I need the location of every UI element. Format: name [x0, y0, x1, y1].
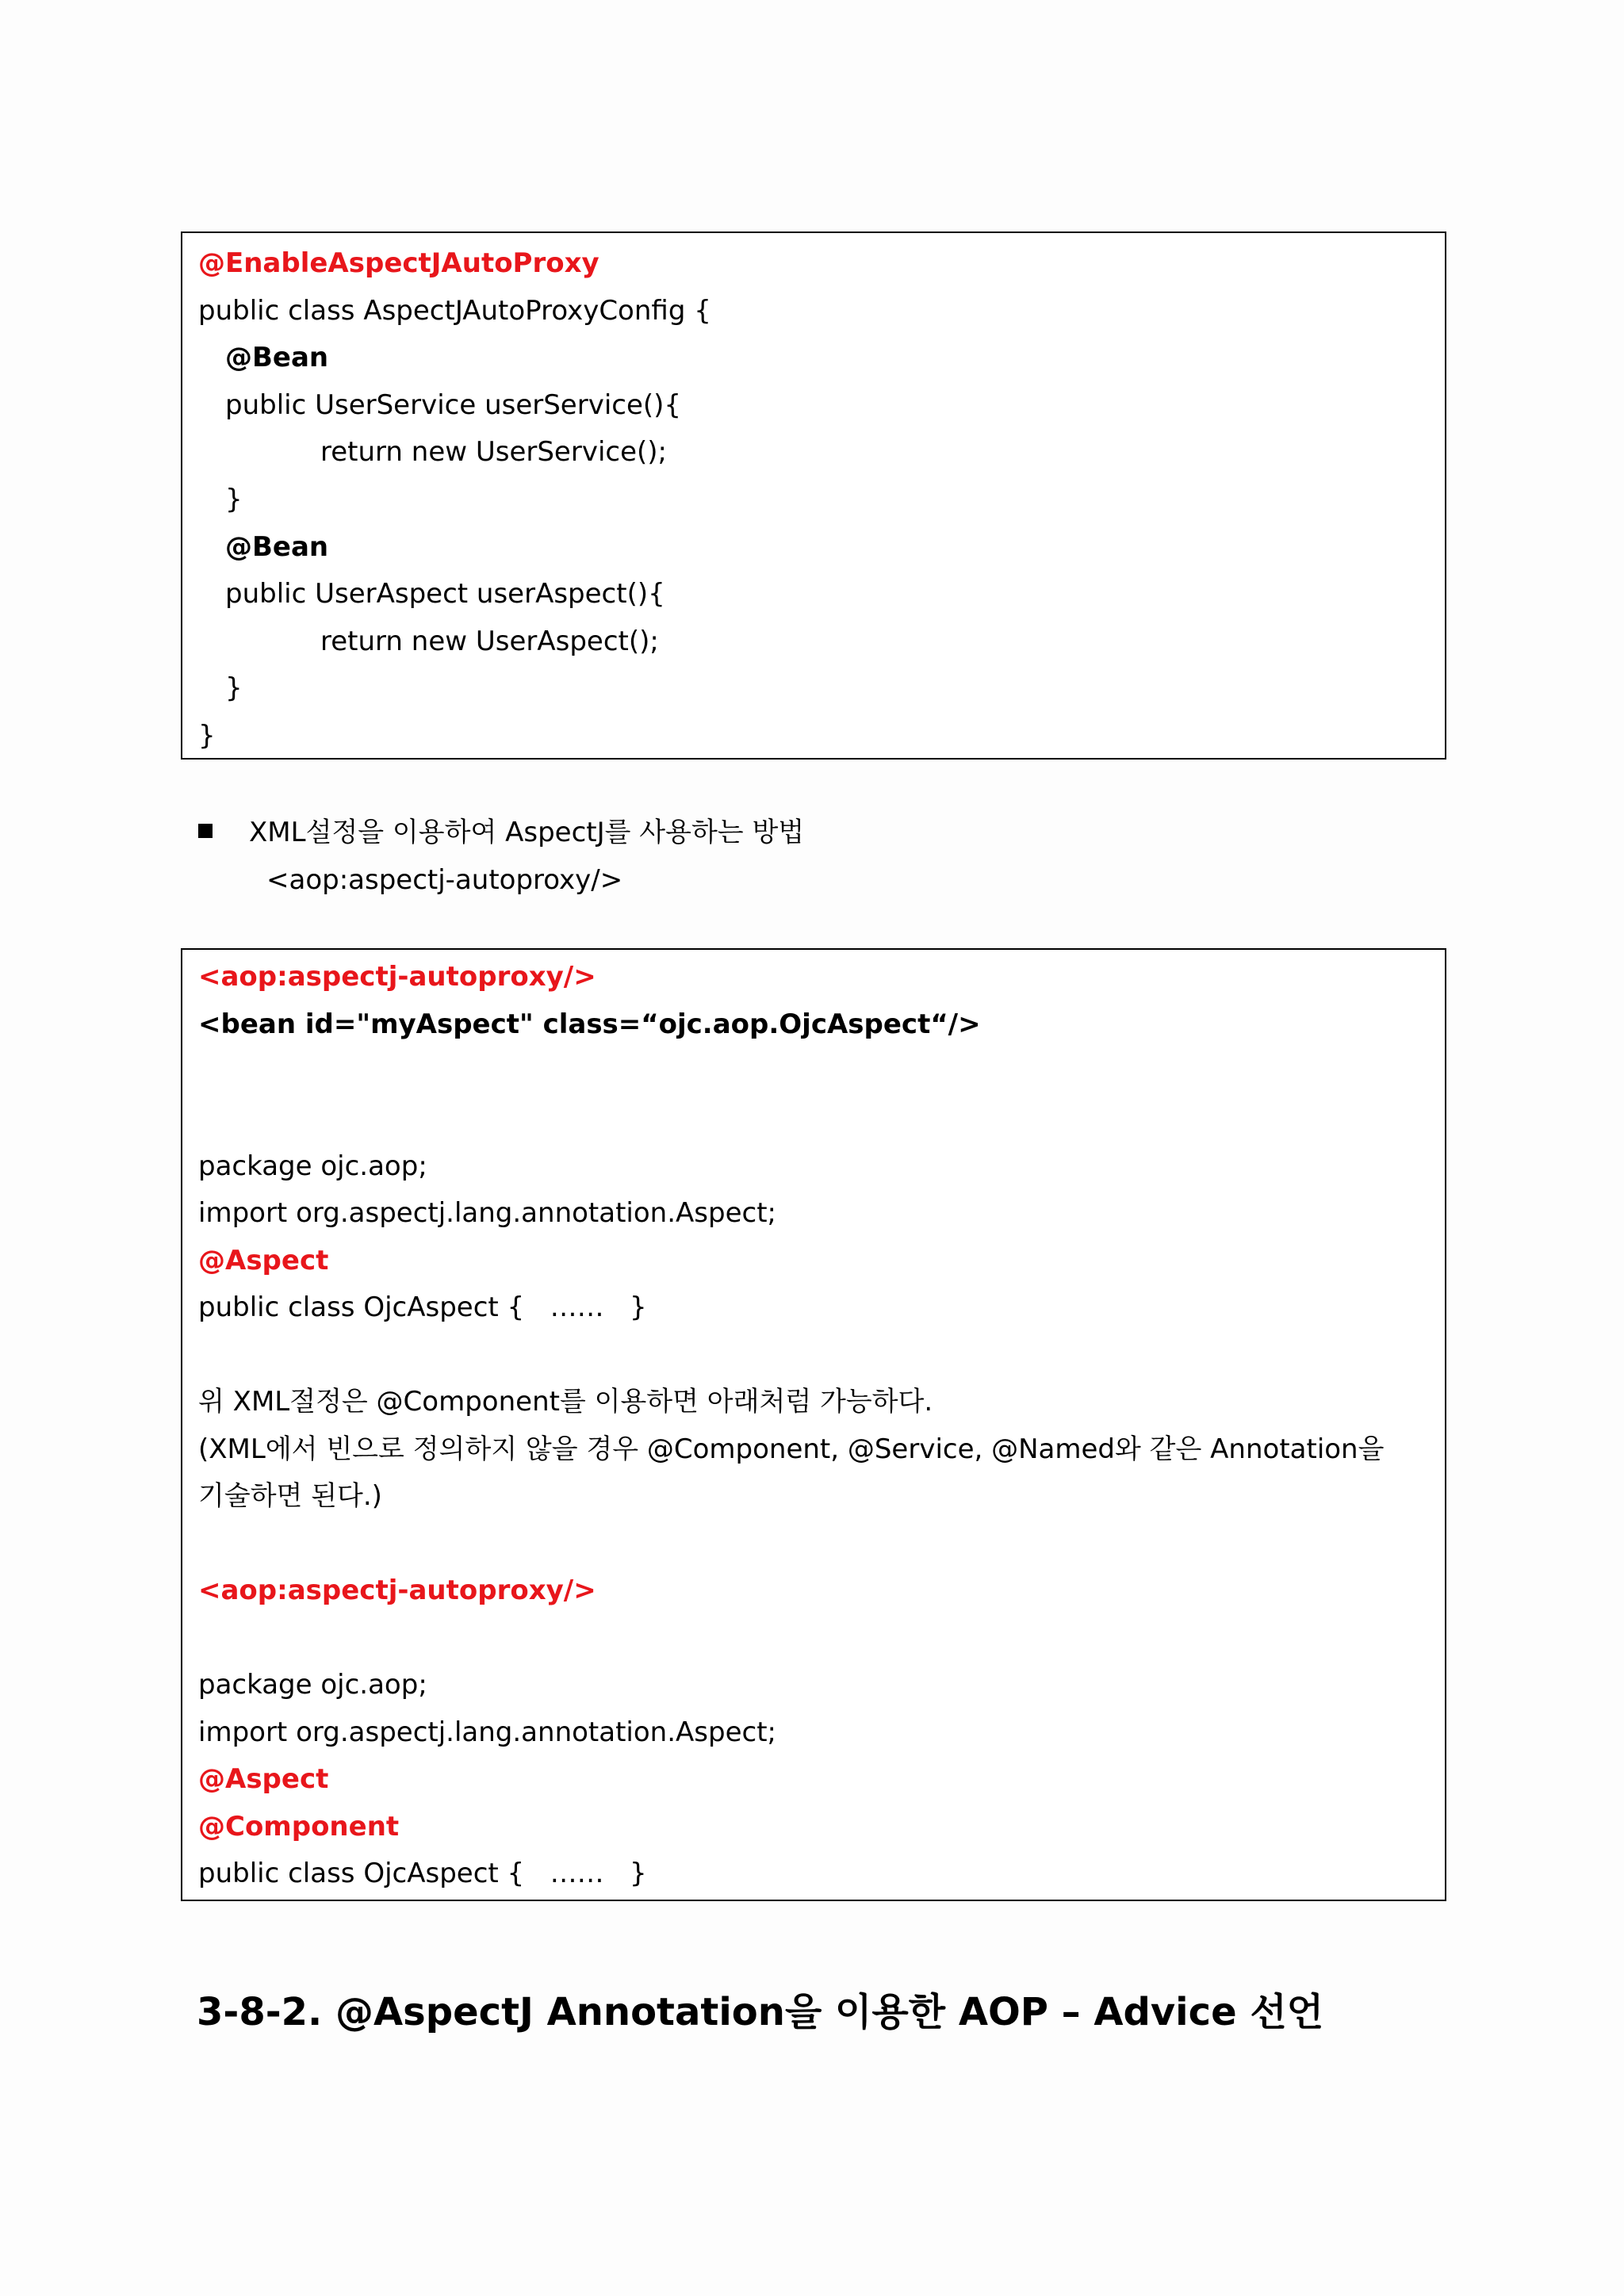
bullet-subtext: <aop:aspectj-autoproxy/>	[266, 864, 623, 896]
annotation-enable-aspectj: @EnableAspectJAutoProxy	[198, 247, 599, 279]
annotation-component: @Component	[198, 1811, 400, 1843]
annotation-aspect: @Aspect	[198, 1763, 329, 1795]
xml-tag-autoproxy: <aop:aspectj-autoproxy/>	[198, 961, 596, 993]
bullet-item	[198, 809, 804, 856]
xml-bean-definition: <bean id="myAspect" class=“ojc.aop.OjcAspect“/>	[198, 1008, 981, 1040]
code-box-java-config	[181, 232, 1446, 760]
code-line: }	[225, 484, 243, 515]
description-line: (XML에서 빈으로 정의하지 않을 경우 @Component, @Service, @Named와 같은 Annotation을	[198, 1433, 1385, 1465]
code-line: import org.aspectj.lang.annotation.Aspect;	[198, 1716, 776, 1748]
code-line: }	[225, 672, 243, 704]
code-line: import org.aspectj.lang.annotation.Aspect;	[198, 1197, 776, 1229]
description-line: 위 XML절정은 @Component를 이용하면 아래처럼 가능하다.	[198, 1386, 933, 1418]
code-line: public class OjcAspect { …… }	[198, 1292, 647, 1323]
square-bullet-icon	[198, 824, 213, 838]
description-line: 기술하면 된다.)	[198, 1480, 382, 1512]
xml-tag-autoproxy: <aop:aspectj-autoproxy/>	[198, 1575, 596, 1606]
code-line: return new UserAspect();	[320, 626, 659, 657]
code-box-xml-config	[181, 948, 1446, 1901]
code-line: package ojc.aop;	[198, 1150, 427, 1182]
section-heading: 3-8-2. @AspectJ Annotation을 이용한 AOP – Advice 선언	[197, 1990, 1324, 2034]
annotation-aspect: @Aspect	[198, 1245, 329, 1276]
annotation-bean: @Bean	[225, 531, 329, 563]
code-line: }	[198, 720, 216, 752]
code-line: public UserAspect userAspect(){	[225, 578, 665, 610]
code-line: public class AspectJAutoProxyConfig {	[198, 295, 711, 327]
code-line: return new UserService();	[320, 436, 667, 468]
annotation-bean: @Bean	[225, 342, 329, 373]
code-line: public UserService userService(){	[225, 389, 682, 421]
bullet-text: XML설정을 이용하여 AspectJ를 사용하는 방법	[249, 817, 805, 848]
code-line: package ojc.aop;	[198, 1669, 427, 1701]
code-line: public class OjcAspect { …… }	[198, 1858, 647, 1889]
